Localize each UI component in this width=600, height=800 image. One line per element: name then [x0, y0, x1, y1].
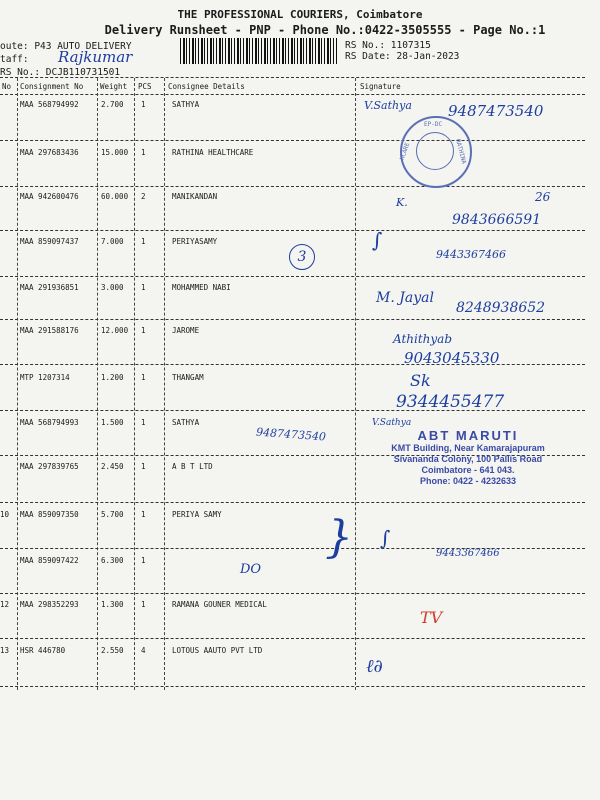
stamp-text-top: EP-DC — [424, 121, 443, 128]
row-divider — [0, 186, 585, 187]
signature-4-scribble: ∫ — [372, 228, 383, 252]
ditto-brace: } — [325, 512, 353, 563]
consignment-no: MTP 1207314 — [20, 373, 70, 382]
consignee: SATHYA — [172, 418, 200, 427]
col-header-weight: Weight — [100, 82, 128, 91]
row-divider — [0, 319, 585, 320]
row-divider — [0, 276, 585, 277]
row-divider — [0, 502, 585, 503]
row-divider — [0, 686, 585, 687]
table-row — [0, 556, 600, 566]
column-divider — [164, 78, 165, 690]
staff-label: taff: — [0, 54, 29, 65]
consignment-no: HSR 446780 — [20, 646, 66, 655]
pcs: 1 — [141, 148, 146, 157]
signature-6: Athithyab — [393, 332, 453, 346]
consignee: SATHYA — [172, 100, 200, 109]
weight: 1.200 — [101, 373, 124, 382]
circled-count: 3 — [289, 244, 315, 270]
table-row — [0, 326, 600, 336]
row-divider — [0, 140, 585, 141]
signature-5: M. Jayal — [376, 290, 434, 306]
signature-3: K. — [396, 196, 408, 209]
row-divider — [0, 593, 585, 594]
consignment-no: MAA 297839765 — [20, 462, 79, 471]
route-label: oute: P43 AUTO DELIVERY — [0, 41, 132, 52]
phone-7: 9344455477 — [396, 392, 505, 412]
pcs: 1 — [141, 373, 146, 382]
table-row — [0, 646, 600, 656]
consignment-no: MAA 859097437 — [20, 237, 79, 246]
pcs: 1 — [141, 510, 146, 519]
consignment-no: MAA 298352293 — [20, 600, 79, 609]
signature-1: V.Sathya — [364, 99, 412, 112]
table-row — [0, 192, 600, 202]
consignee: RAMANA GOUNER MEDICAL — [172, 600, 267, 609]
weight: 3.000 — [101, 283, 124, 292]
rs-number: RS No.: 1107315 — [345, 40, 431, 51]
pcs: 1 — [141, 100, 146, 109]
drs-number: RS No.: DCJB110731501 — [0, 67, 121, 78]
consignment-no: MAA 568794993 — [20, 418, 79, 427]
signature-3-date: 26 — [535, 190, 551, 204]
abt-stamp-line1: KMT Building, Near Kamarajapuram — [391, 443, 545, 453]
abt-stamp-title: ABT MARUTI — [417, 428, 519, 443]
consignee: RATHINA HEALTHCARE — [172, 148, 254, 157]
weight: 12.000 — [101, 326, 129, 335]
consignee: THANGAM — [172, 373, 204, 382]
signature-10-scribble: ∫ — [380, 526, 391, 550]
pcs: 4 — [141, 646, 146, 655]
table-row — [0, 600, 600, 610]
consignment-no: MAA 859097350 — [20, 510, 79, 519]
rathina-healthcare-stamp — [400, 116, 472, 188]
consignment-no: MAA 291936851 — [20, 283, 79, 292]
header-divider-top — [0, 77, 585, 78]
consignment-no: MAA 942600476 — [20, 192, 79, 201]
pcs: 1 — [141, 462, 146, 471]
pcs: 1 — [141, 237, 146, 246]
col-header-consignee: Consignee Details — [168, 82, 245, 91]
table-row — [0, 373, 600, 383]
consignment-no: MAA 859097422 — [20, 556, 79, 565]
consignee: A B T LTD — [172, 462, 213, 471]
abt-stamp-line2: Sivananda Colony, 100 Pallis Road — [393, 454, 543, 464]
weight: 5.700 — [101, 510, 124, 519]
consignment-no: MAA 291588176 — [20, 326, 79, 335]
runsheet-title: Delivery Runsheet - PNP - Phone No.:0422-3505555 - Page No.:1 — [104, 23, 546, 37]
weight: 1.500 — [101, 418, 124, 427]
column-divider — [97, 78, 98, 690]
abt-stamp-line4: Phone: 0422 - 4232633 — [419, 476, 517, 486]
column-divider — [134, 78, 135, 690]
pcs: 1 — [141, 326, 146, 335]
signature-8: V.Sathya — [372, 418, 412, 428]
col-header-signature: Signature — [360, 82, 401, 91]
weight: 2.700 — [101, 100, 124, 109]
phone-8: 9487473540 — [255, 425, 327, 444]
stamp-text-left: HCARE — [398, 141, 412, 162]
phone-10: 9443367466 — [436, 548, 500, 559]
pcs: 1 — [141, 600, 146, 609]
pcs: 1 — [141, 283, 146, 292]
col-header-no: No — [2, 82, 12, 91]
phone-3: 9843666591 — [452, 212, 542, 228]
weight: 6.300 — [101, 556, 124, 565]
pcs: 1 — [141, 418, 146, 427]
column-divider — [17, 78, 18, 690]
phone-6: 9043045330 — [404, 349, 500, 367]
weight: 2.550 — [101, 646, 124, 655]
phone-4: 9443367466 — [436, 248, 506, 261]
abt-maruti-stamp — [368, 428, 568, 487]
table-row — [0, 148, 600, 158]
phone-1: 9487473540 — [448, 102, 544, 120]
table-row — [0, 283, 600, 293]
weight: 15.000 — [101, 148, 129, 157]
weight: 2.450 — [101, 462, 124, 471]
consignee: PERIYA SAMY — [172, 510, 222, 519]
consignee: LOTOUS AAUTO PVT LTD — [172, 646, 263, 655]
col-header-consignment: Consignment No — [20, 82, 84, 91]
consignee: MOHAMMED NABI — [172, 283, 231, 292]
header-divider-bottom — [0, 94, 585, 95]
weight: 1.300 — [101, 600, 124, 609]
row-divider — [0, 638, 585, 639]
consignee: JAROME — [172, 326, 200, 335]
company-title: THE PROFESSIONAL COURIERS, Coimbatore — [177, 8, 423, 21]
staff-name-handwritten: Rajkumar — [58, 48, 133, 66]
weight: 60.000 — [101, 192, 129, 201]
signature-12: TV — [420, 608, 443, 627]
barcode — [180, 38, 337, 64]
weight: 7.000 — [101, 237, 124, 246]
consignee: PERIYASAMY — [172, 237, 218, 246]
table-row — [0, 418, 600, 428]
row-divider — [0, 230, 585, 231]
ditto-mark: DO — [240, 562, 262, 577]
pcs: 2 — [141, 192, 146, 201]
consignment-no: MAA 297683436 — [20, 148, 79, 157]
consignment-no: MAA 568794992 — [20, 100, 79, 109]
phone-5: 8248938652 — [456, 300, 546, 316]
col-header-pcs: PCS — [138, 82, 152, 91]
column-divider — [355, 78, 356, 690]
consignee: MANIKANDAN — [172, 192, 218, 201]
table-row — [0, 510, 600, 520]
signature-7-scribble: Sk — [410, 371, 431, 390]
stamp-text-right: RATHINA — [453, 138, 468, 165]
stamp-inner-ring — [416, 132, 454, 170]
pcs: 1 — [141, 556, 146, 565]
signature-13-scribble: ℓ∂ — [366, 656, 383, 677]
abt-stamp-line3: Coimbatore - 641 043. — [421, 465, 515, 475]
row-no: 13 — [0, 646, 10, 655]
row-no: 10 — [0, 510, 10, 519]
rs-date: RS Date: 28-Jan-2023 — [345, 51, 460, 62]
row-no: 12 — [0, 600, 10, 609]
